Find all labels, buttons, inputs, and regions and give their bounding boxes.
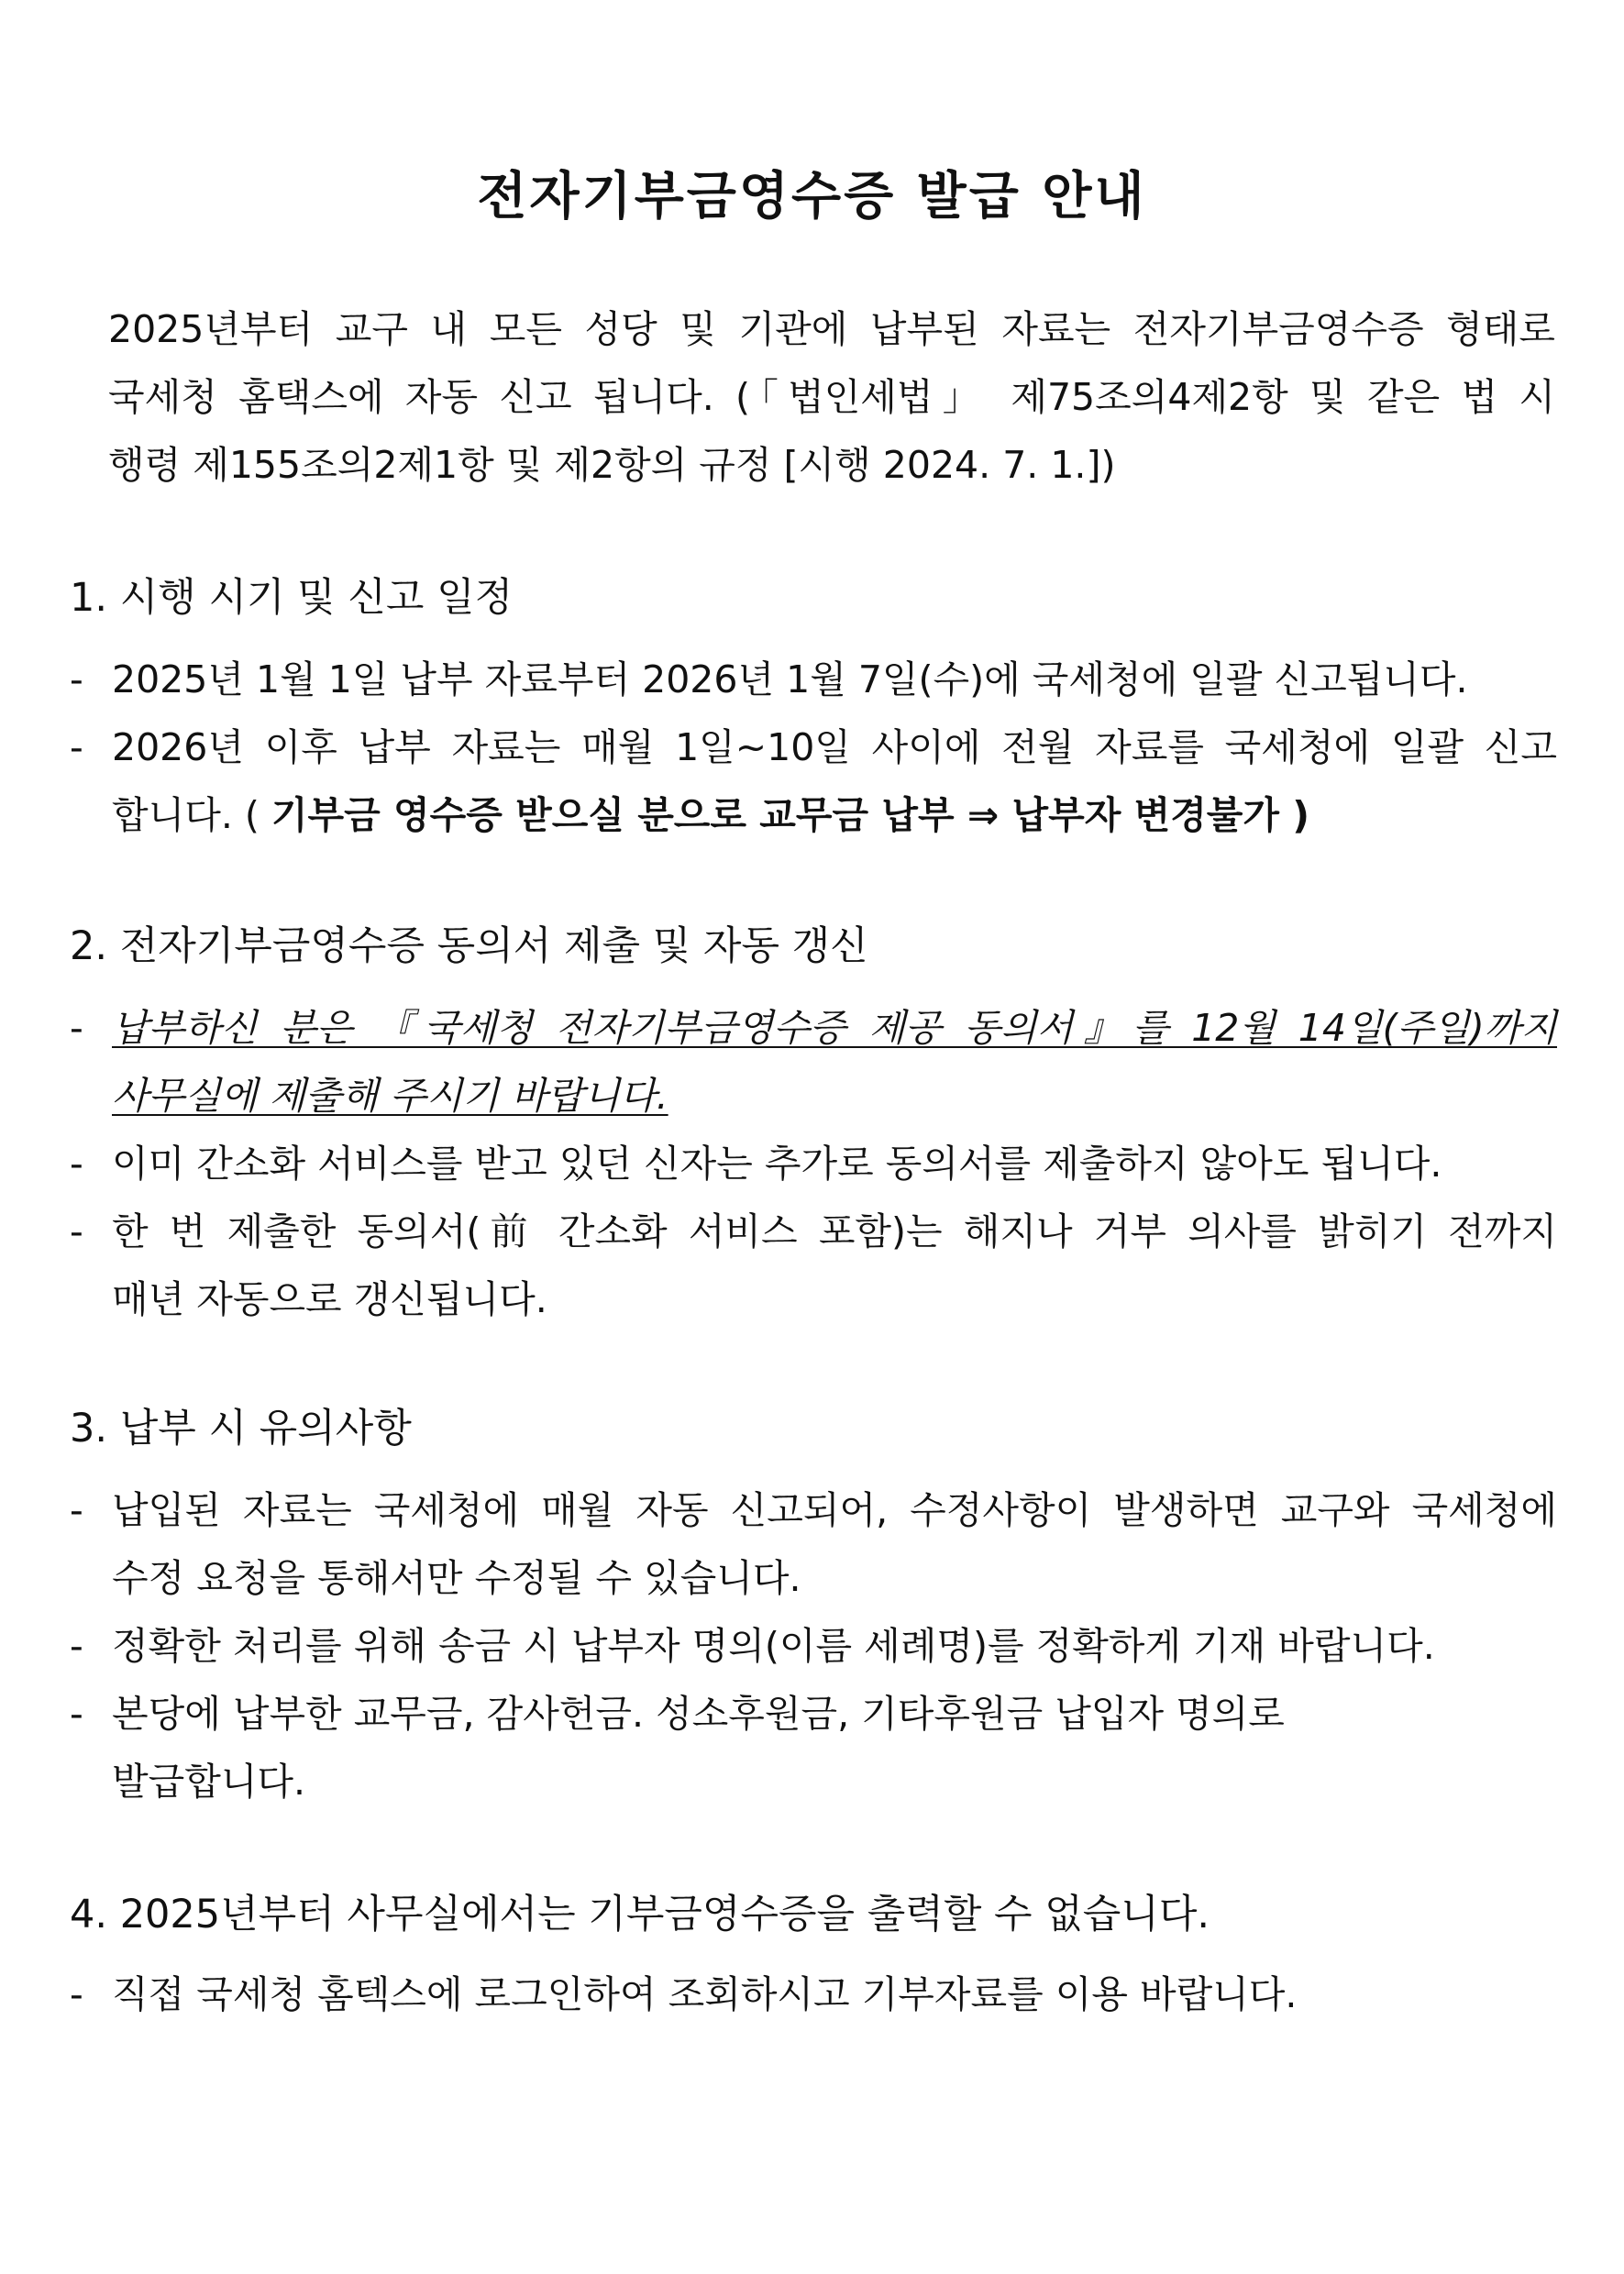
section-3-heading: 3. 납부 시 유의사항 [70, 1406, 412, 1452]
bullet-text-line-1: 한 번 제출한 동의서(前 간소화 서비스 포함)는 해지나 거부 의사를 밝히기 전까지 [112, 1209, 1557, 1253]
bullet-text-line-1: 2026년 이후 납부 자료는 매월 1일~10일 사이에 전월 자료를 국세청에 일괄 신고 [112, 725, 1557, 769]
section-2-bullet-1 [70, 994, 1557, 1130]
intro-line-1: 2025년부터 교구 내 모든 성당 및 기관에 납부된 자료는 전자기부금영수증 형태로 [108, 307, 1555, 351]
underlined-request-line-1: 납부하신 분은 『국세청 전자기부금영수증 제공 동의서』를 12월 14일(주일)까지 [112, 1006, 1557, 1050]
bullet-dash: - [70, 1624, 83, 1668]
bullet-dash: - [70, 725, 83, 769]
section-1-bullet-2 [70, 713, 1557, 849]
bullet-dash: - [70, 1972, 83, 2016]
bullet-text-line-2 [112, 781, 1557, 849]
section-3-bullet-1 [70, 1476, 1557, 1612]
bullet-text-line-2: 수정 요청을 통해서만 수정될 수 있습니다. [112, 1556, 801, 1600]
bullet-text: 직접 국세청 홈텍스에 로그인하여 조회하시고 기부자료를 이용 바랍니다. [112, 1972, 1298, 2016]
section-3-bullet-2 [70, 1612, 1557, 1680]
intro-line-2: 국세청 홈택스에 자동 신고 됩니다. (「법인세법」 제75조의4제2항 및 같은 법 시 [108, 375, 1555, 419]
document-title: 전자기부금영수증 발급 안내 [477, 167, 1147, 226]
bullet-dash: - [70, 1142, 83, 1186]
bullet-dash: - [70, 1006, 83, 1050]
bullet-dash: - [70, 657, 83, 701]
bullet-text: 2025년 1월 1일 납부 자료부터 2026년 1월 7일(수)에 국세청에 일괄 신고됩니다. [112, 657, 1468, 701]
section-4-bullet-1 [70, 1960, 1557, 2028]
bullet-text: 이미 간소화 서비스를 받고 있던 신자는 추가로 동의서를 제출하지 않아도 됩니다. [112, 1142, 1442, 1186]
section-4-heading: 4. 2025년부터 사무실에서는 기부금영수증을 출력할 수 없습니다. [70, 1892, 1210, 1937]
bold-warning-text: 기부금 영수증 받으실 분으로 교무금 납부 ⇒ 납부자 변경불가 ) [271, 793, 1310, 837]
bullet-dash: - [70, 1488, 83, 1532]
section-1-heading: 1. 시행 시기 및 신고 일정 [70, 575, 514, 621]
section-3-bullet-3 [70, 1680, 1557, 1816]
bullet-dash: - [70, 1692, 83, 1736]
bullet-text-line-2: 발급합니다. [112, 1760, 306, 1804]
bullet-text-line-2: 매년 자동으로 갱신됩니다. [112, 1277, 547, 1321]
section-2-bullet-2 [70, 1130, 1557, 1198]
bullet-text: 정확한 처리를 위해 송금 시 납부자 명의(이름 세례명)를 정확하게 기재 바랍니다. [112, 1624, 1435, 1668]
bullet-text-line-1: 납입된 자료는 국세청에 매월 자동 신고되어, 수정사항이 발생하면 교구와 국세청에 [112, 1488, 1557, 1532]
section-2-bullet-3 [70, 1198, 1557, 1333]
intro-line-3: 행령 제155조의2제1항 및 제2항의 규정 [시행 2024. 7. 1.]) [108, 443, 1116, 487]
underlined-request-line-2-wrap [112, 1062, 1557, 1130]
section-1-bullet-1 [70, 646, 1557, 713]
bullet-dash: - [70, 1209, 83, 1253]
bullet-text-prefix: 합니다. ( [112, 793, 271, 837]
intro-paragraph [108, 295, 1555, 499]
bullet-text-line-1: 본당에 납부한 교무금, 감사헌금. 성소후원금, 기타후원금 납입자 명의로 [112, 1692, 1285, 1736]
underlined-request-line-2: 사무실에 제출해 주시기 바랍니다. [112, 1074, 668, 1118]
section-2-heading: 2. 전자기부금영수증 동의서 제출 및 자동 갱신 [70, 923, 868, 969]
